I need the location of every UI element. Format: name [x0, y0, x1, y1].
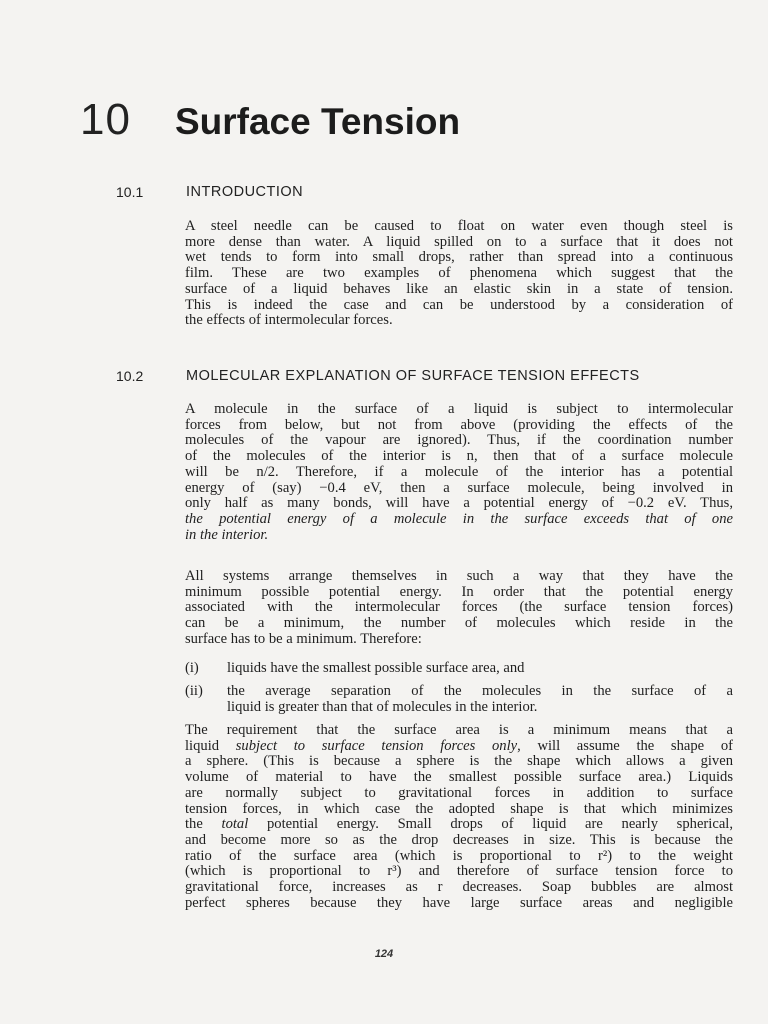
- text-run: , will assume the shape of: [517, 737, 733, 754]
- section-number: 10.2: [116, 368, 144, 384]
- text-line: and become more so as the drop decreases in size. This is because the: [185, 831, 733, 848]
- text-line: perfect spheres because they have large surface areas and negligible: [185, 894, 733, 911]
- list-item-number: (ii): [185, 683, 203, 699]
- text-line: more dense than water. A liquid spilled on to a surface that it does not: [185, 233, 733, 250]
- emphasis-line: the potential energy of a molecule in the surface exceeds that of one: [185, 510, 733, 527]
- text-line: surface of a liquid behaves like an elastic skin in a state of tension.: [185, 280, 733, 297]
- text-line: A molecule in the surface of a liquid is subject to intermolecular: [185, 401, 733, 417]
- paragraph-molecule-surface: [185, 402, 733, 543]
- chapter-number: 10: [80, 95, 131, 144]
- section-title: INTRODUCTION: [186, 184, 304, 200]
- paragraph-sphere-shape: [185, 723, 733, 911]
- emphasis-text: subject to surface tension forces only: [235, 737, 518, 754]
- text-line: (which is proportional to r³) and therefore of surface tension force to: [185, 863, 733, 880]
- text-line: gravitational force, increases as r decreases. Soap bubbles are almost: [185, 879, 733, 896]
- text-run: the: [185, 816, 222, 833]
- emphasis-text: total: [221, 816, 249, 833]
- text-line: This is indeed the case and can be understood by a consideration of: [185, 296, 733, 313]
- text-line: ratio of the surface area (which is proportional to r²) to the weight: [185, 847, 733, 864]
- paragraph-minimum-energy: [185, 569, 733, 648]
- text-run: liquid: [185, 737, 236, 754]
- chapter-title: Surface Tension: [174, 101, 461, 142]
- text-line: of the molecules of the interior is n, then that of a surface molecule: [185, 448, 733, 465]
- text-line: All systems arrange themselves in such a way that they have the: [185, 568, 733, 584]
- intro-paragraph: [185, 219, 733, 329]
- text-line: are normally subject to gravitational forces in addition to surface: [185, 784, 733, 801]
- text-line: associated with the intermolecular forces (the surface tension forces): [185, 599, 733, 616]
- text-line: [185, 739, 733, 755]
- text-line: the average separation of the molecules in the surface of a: [227, 683, 733, 699]
- text-line: minimum possible potential energy. In order that the potential energy: [185, 583, 733, 600]
- section-title: MOLECULAR EXPLANATION OF SURFACE TENSION EFFECTS: [186, 368, 640, 384]
- text-line: [185, 817, 733, 833]
- text-line: energy of (say) −0.4 eV, then a surface molecule, being involved in: [185, 479, 733, 496]
- text-line: the effects of intermolecular forces.: [185, 312, 393, 329]
- text-line: can be a minimum, the number of molecules which reside in the: [185, 615, 733, 632]
- text-line: a sphere. (This is because a sphere is the shape which allows a given: [185, 753, 733, 770]
- text-line: liquid is greater than that of molecules in the interior.: [227, 698, 538, 715]
- text-line: film. These are two examples of phenomena which suggest that the: [185, 265, 733, 282]
- page-number: 124: [374, 948, 394, 960]
- chapter-header: [80, 95, 460, 145]
- text-line: A steel needle can be caused to float on water even though steel is: [185, 218, 733, 234]
- text-line: forces from below, but not from above (providing the effects of the: [185, 416, 733, 433]
- list-item-text: [227, 684, 733, 715]
- text-line: wet tends to form into small drops, rather than spread into a continuous: [185, 249, 733, 266]
- list-item-number: (i): [185, 660, 199, 676]
- text-line: volume of material to have the smallest possible surface area.) Liquids: [185, 769, 733, 786]
- emphasis-line: in the interior.: [185, 526, 269, 543]
- text-line: The requirement that the surface area is a minimum means that a: [185, 722, 733, 738]
- section-number: 10.1: [116, 184, 144, 200]
- text-run: potential energy. Small drops of liquid are nearly spherical,: [248, 816, 733, 833]
- text-line: only half as many bonds, will have a potential energy of −0.2 eV. Thus,: [185, 495, 733, 512]
- text-line: surface has to be a minimum. Therefore:: [185, 630, 422, 647]
- list-item-text: liquids have the smallest possible surface area, and: [227, 660, 525, 676]
- text-line: molecules of the vapour are ignored). Thus, if the coordination number: [185, 432, 733, 449]
- text-line: tension forces, in which case the adopted shape is that which minimizes: [185, 800, 733, 817]
- text-line: will be n/2. Therefore, if a molecule of the interior has a potential: [185, 463, 733, 480]
